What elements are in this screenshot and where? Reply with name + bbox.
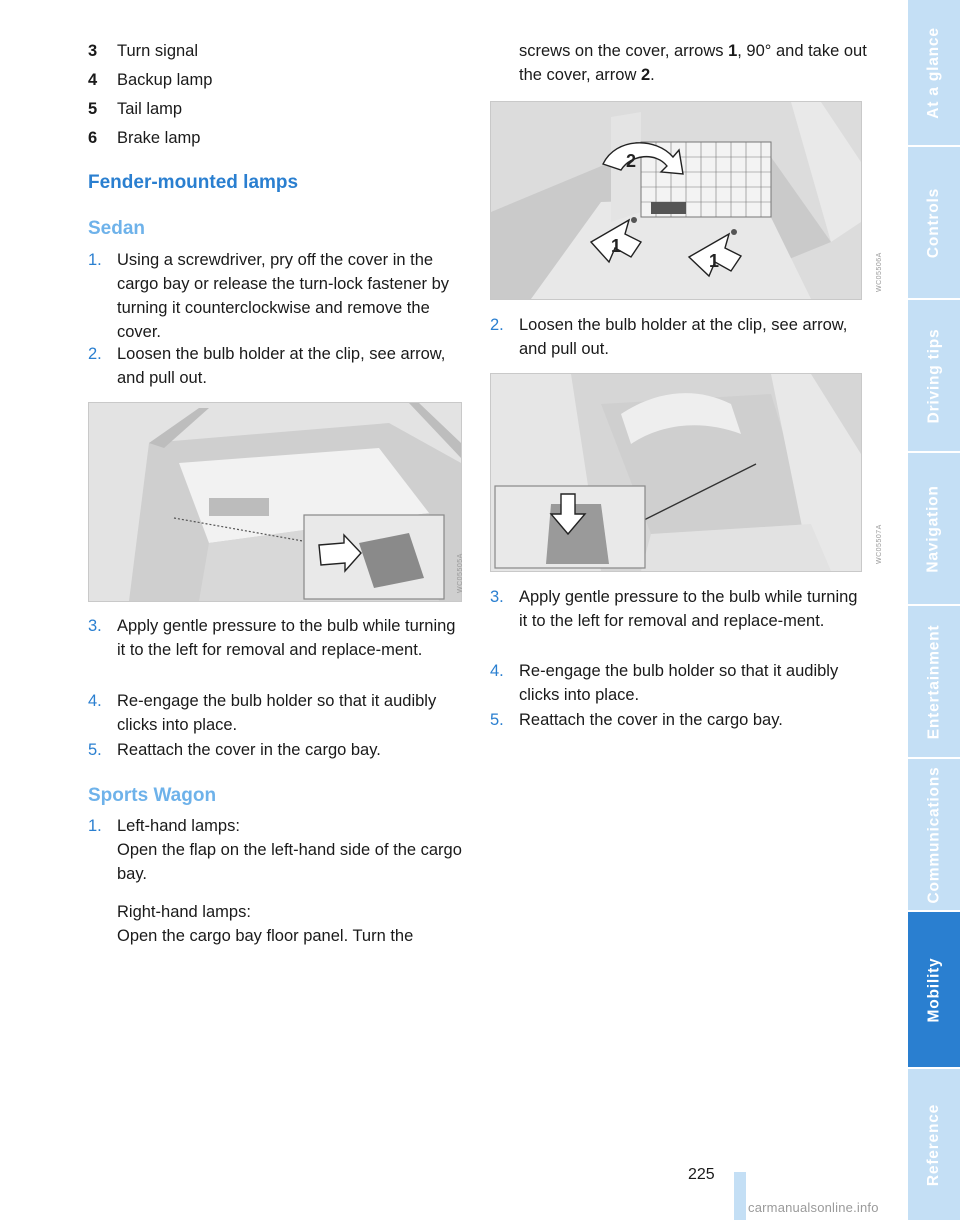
wagon-floor-panel-illustration [491,102,861,299]
right-hand-lamps-text: Open the cargo bay floor panel. Turn the [117,927,414,945]
step-text: Re-engage the bulb holder so that it audibly clicks into place. [519,662,839,704]
legend-number: 6 [88,129,98,147]
tab-controls[interactable] [908,147,960,300]
step-number: 4. [88,692,102,710]
legend-label: Backup lamp [117,71,213,89]
watermark-text: carmanualsonline.info [748,1200,879,1215]
step-text: Loosen the bulb holder at the clip, see arrow, and pull out. [519,316,848,358]
wagon-bulb-holder-illustration [491,374,861,571]
arrow-reference: 2 [640,66,651,84]
tab-label: Driving tips [925,328,943,423]
sedan-heading: Sedan [88,218,146,239]
step-number: 3. [88,617,102,635]
step-text: Reattach the cover in the cargo bay. [117,741,381,759]
tab-reference[interactable] [908,1069,960,1222]
continued-text: . [650,66,655,84]
step-number: 5. [88,741,102,759]
legend-number: 3 [88,42,98,60]
wagon-step-1-continued [490,39,870,87]
figure-code: WC05506A [876,252,883,292]
legend-item [88,126,200,150]
legend-item [88,68,212,92]
tab-navigation[interactable] [908,453,960,606]
tab-label: At a glance [925,26,942,119]
figure-label-2: 2 [626,151,637,171]
page-number: 225 [688,1166,715,1183]
sedan-step-2 [88,342,463,390]
tab-label: Controls [925,187,942,258]
legend-item [88,97,182,121]
continued-text: , 90° and take out the cover, arrow [519,42,867,84]
step-text: Apply gentle pressure to the bulb while turning it to the left for removal and replace-ment. [117,617,456,659]
legend-label: Turn signal [117,42,199,60]
arrow-reference: 1 [728,42,738,60]
sports-wagon-heading: Sports Wagon [88,785,217,806]
step-number: 3. [490,588,504,606]
tab-mobility[interactable] [908,912,960,1069]
step-number: 5. [490,711,504,729]
wagon-step-4 [490,659,870,707]
step-number: 4. [490,662,504,680]
figure-code: WC05507A [876,524,883,564]
sedan-trunk-figure [88,402,462,602]
wagon-bulb-holder-figure [490,373,883,572]
legend-number: 4 [88,71,98,89]
sedan-step-1 [88,248,463,344]
step-text: Loosen the bulb holder at the clip, see arrow, and pull out. [117,345,446,387]
legend-item [88,39,198,63]
step-number: 2. [490,316,504,334]
section-title: Fender-mounted lamps [88,172,299,193]
figure-label-1: 1 [611,236,622,256]
wagon-step-5 [490,708,870,732]
wagon-step-1 [88,814,463,948]
page-number-bar [734,1172,746,1220]
step-number: 2. [88,345,102,363]
left-hand-lamps-title: Left-hand lamps: [117,817,240,835]
figure-code: WC05505A [457,553,464,593]
wagon-step-3 [490,585,870,633]
wagon-floor-panel-figure [490,101,883,300]
sedan-trunk-illustration [89,403,461,601]
tab-driving-tips[interactable] [908,300,960,453]
tab-at-a-glance[interactable] [908,0,960,147]
sedan-step-4 [88,689,463,737]
legend-label: Brake lamp [117,129,201,147]
step-number: 1. [88,251,102,269]
legend-number: 5 [88,100,98,118]
tab-label: Navigation [925,484,943,573]
step-text: Using a screwdriver, pry off the cover in the cargo bay or release the turn-lock fastener by turning it counterclockwise and remove the cover. [117,251,450,341]
tab-label: Communications [925,766,942,903]
tab-communications[interactable] [908,759,960,912]
sedan-step-5 [88,738,463,762]
right-hand-lamps-title: Right-hand lamps: [117,903,251,921]
tab-label: Entertainment [925,624,943,739]
figure-label-1: 1 [709,251,720,271]
tab-entertainment[interactable] [908,606,960,759]
tab-label: Reference [925,1103,943,1186]
step-text: Re-engage the bulb holder so that it audibly clicks into place. [117,692,437,734]
chapter-sidebar [908,0,960,1220]
continued-text: screws on the cover, arrows [519,42,729,60]
wagon-step-2 [490,313,870,361]
sedan-step-3 [88,614,463,662]
step-text: Reattach the cover in the cargo bay. [519,711,783,729]
left-hand-lamps-text: Open the flap on the left-hand side of the cargo bay. [117,841,462,883]
legend-label: Tail lamp [117,100,183,118]
step-text: Apply gentle pressure to the bulb while turning it to the left for removal and replace-ment. [519,588,858,630]
tab-label: Mobility [925,957,943,1022]
step-number: 1. [88,817,102,835]
